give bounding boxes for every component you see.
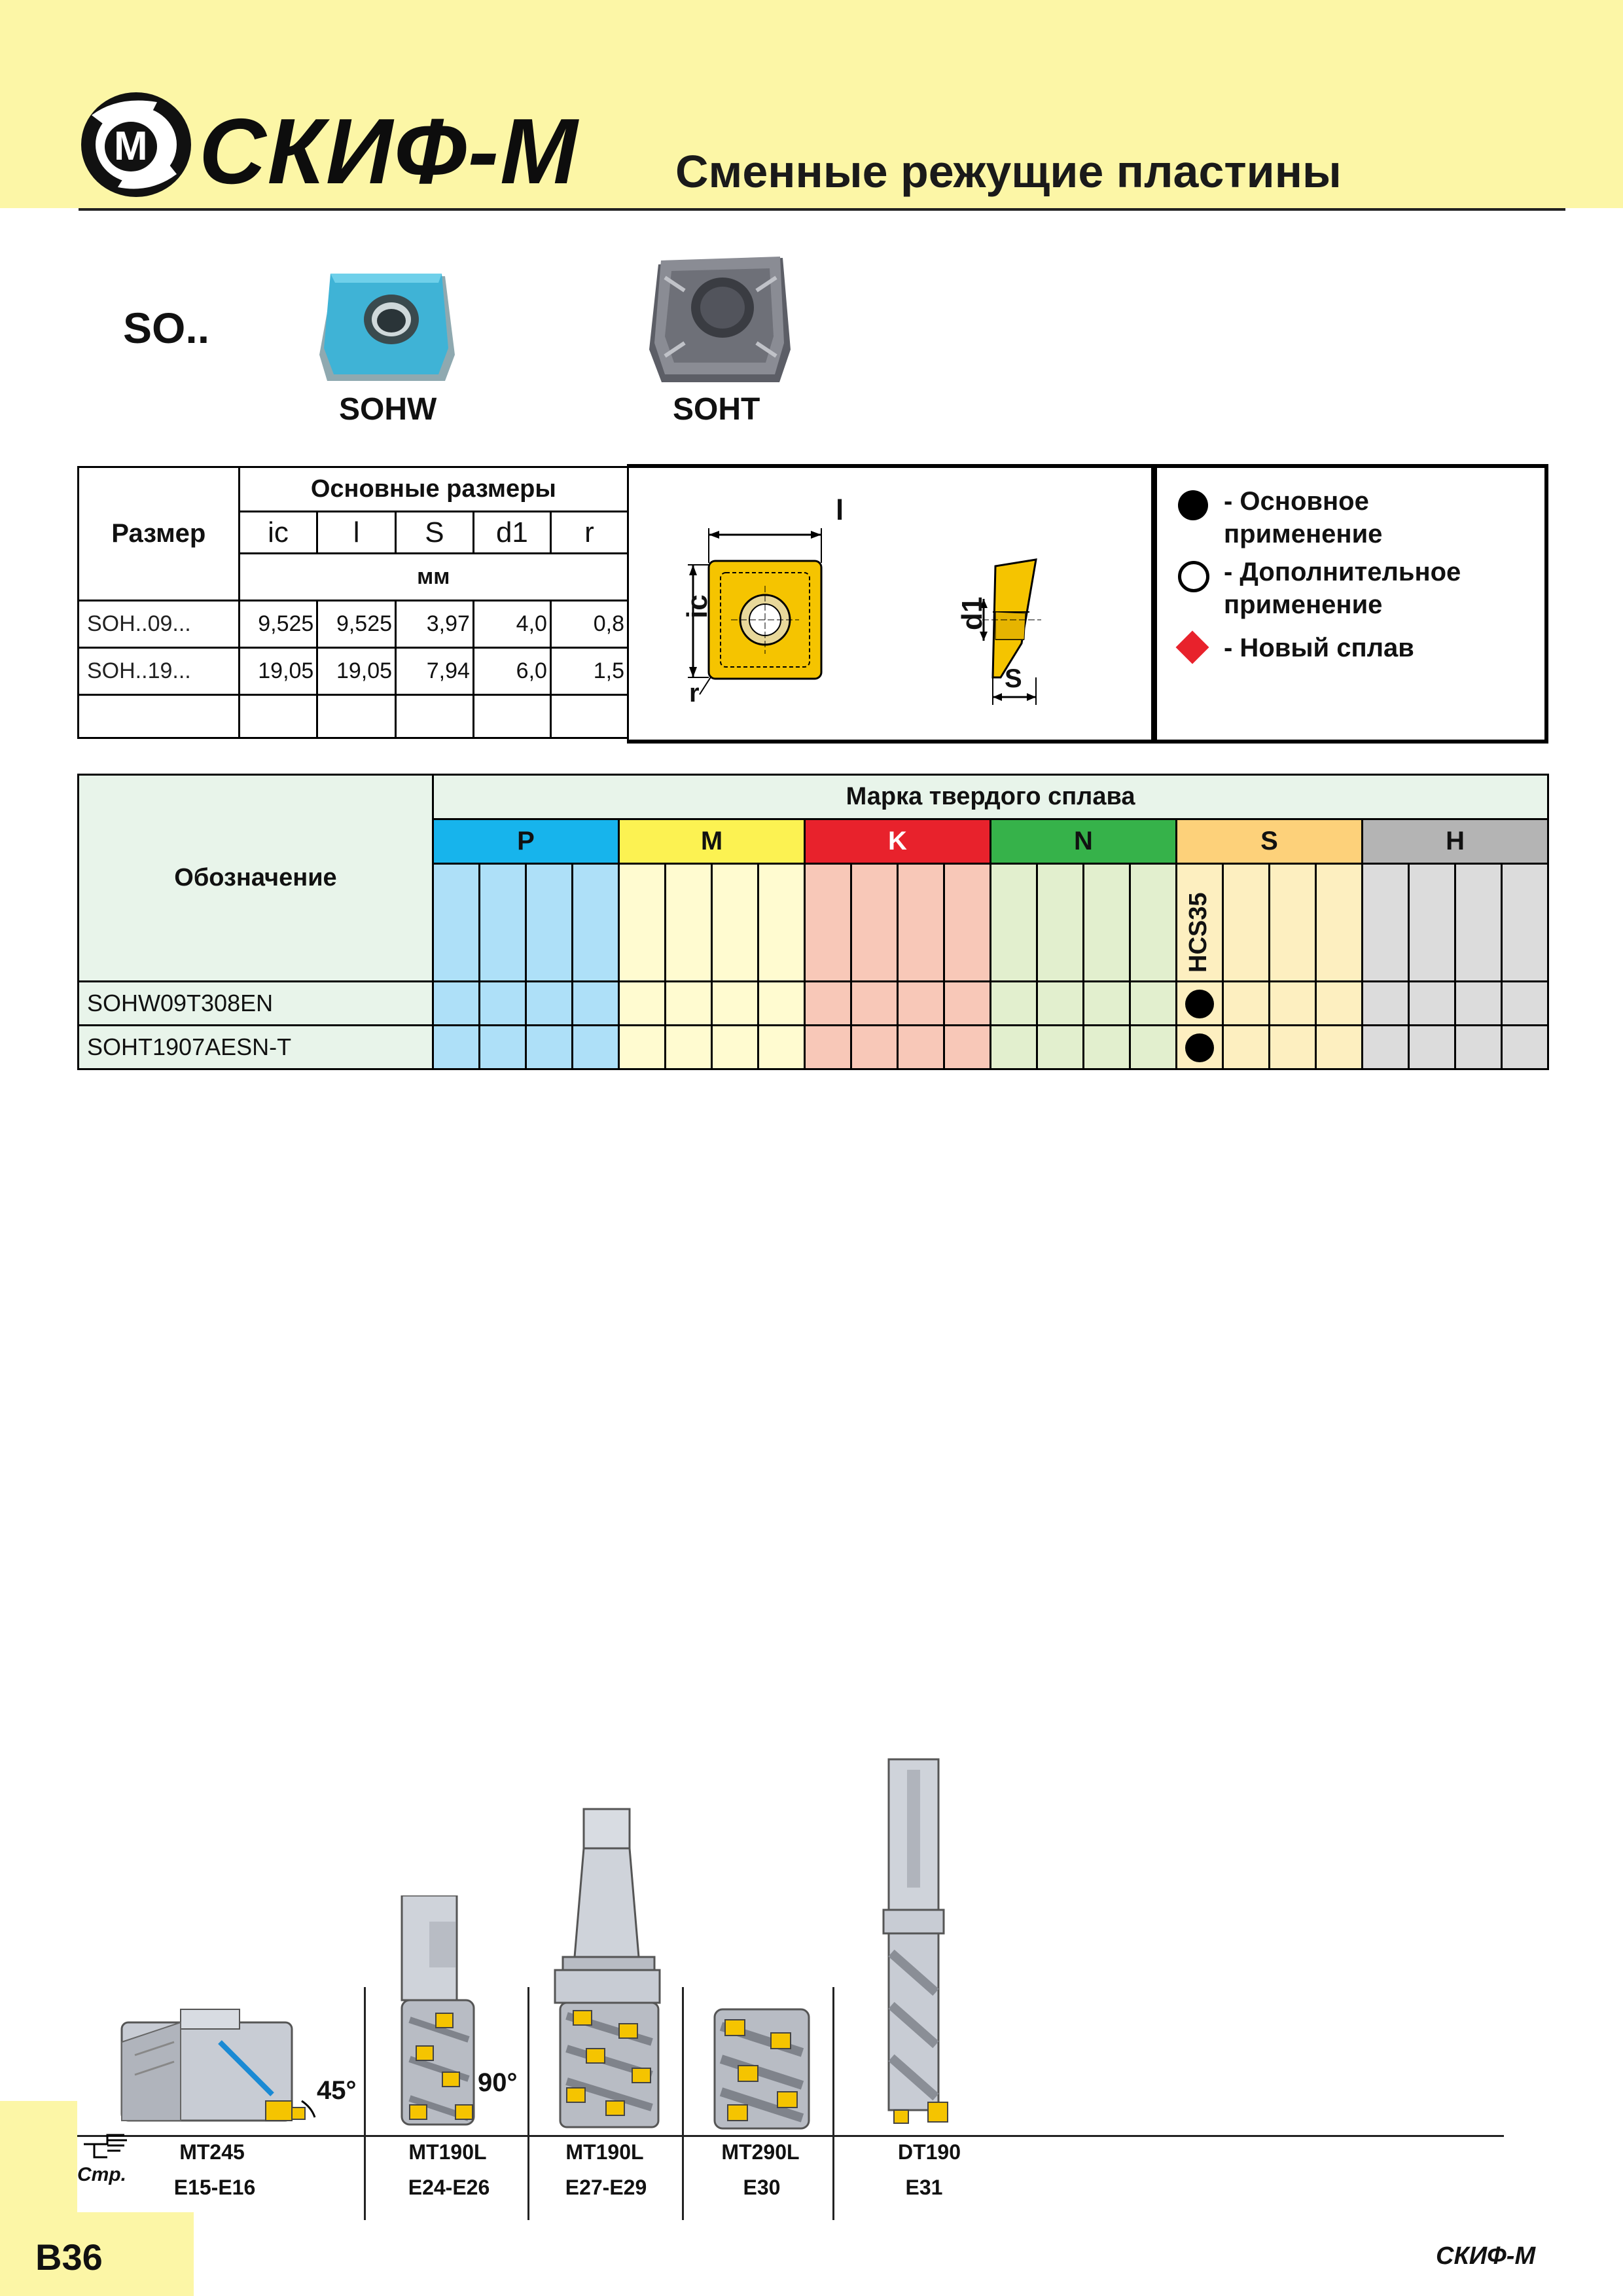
tool-pages-link[interactable]: E15-E16 <box>173 2176 256 2199</box>
tool-mt190l-long-image <box>541 1806 685 2131</box>
page-number: B36 <box>35 2236 103 2278</box>
sohw-insert-image <box>314 270 458 387</box>
page-title: Сменные режущие пластины <box>675 146 1342 197</box>
tool-name: MT190L <box>408 2140 487 2164</box>
grade-hcs35-header <box>1177 864 1223 982</box>
tool-name: DT190 <box>897 2140 961 2164</box>
legend-new-grade-text: - Новый сплав <box>1224 634 1414 662</box>
logo-emblem <box>79 89 194 200</box>
grade-table <box>77 774 1549 1070</box>
tool-separator <box>682 1987 684 2220</box>
legend-primary-icon <box>1178 490 1208 520</box>
tools-baseline <box>77 2135 1504 2137</box>
cell-l: 9,525 <box>317 601 396 648</box>
tool-mt190l-short-image <box>390 1895 488 2130</box>
tool-mt245-angle: 45° <box>317 2076 357 2105</box>
drawing-label-l: l <box>836 494 844 526</box>
col-s: S <box>396 512 474 554</box>
grade-name: HCS35 <box>1185 892 1212 973</box>
page-ref-label: Стр. <box>77 2164 126 2185</box>
legend-box <box>1153 464 1548 744</box>
table-row <box>79 648 628 695</box>
table-row <box>79 1026 1548 1069</box>
footer-brand: СКИФ-М <box>1436 2242 1536 2270</box>
main-dimensions-header: Основные размеры <box>239 467 628 512</box>
unit-label: мм <box>239 554 628 601</box>
legend-new-grade-icon <box>1176 631 1209 664</box>
table-row <box>79 982 1548 1026</box>
tool-pages-link[interactable]: E30 <box>743 2176 781 2199</box>
insert-drawing-box <box>627 464 1155 744</box>
row-name: SOH..19... <box>79 648 240 695</box>
cell-s: 7,94 <box>396 648 474 695</box>
tool-pages-link[interactable]: E27-E29 <box>565 2176 647 2199</box>
row-designation: SOHT1907AESN-T <box>79 1026 433 1069</box>
size-header: Размер <box>79 467 240 601</box>
primary-application-mark <box>1177 1026 1223 1069</box>
tool-pages-link[interactable]: E31 <box>905 2176 943 2199</box>
group-m: M <box>619 819 805 864</box>
logo-letter: M <box>114 124 148 169</box>
tool-mt190l-angle: 90° <box>478 2068 518 2097</box>
designation-header: Обозначение <box>79 775 433 982</box>
cell-s: 3,97 <box>396 601 474 648</box>
soht-insert-image <box>645 251 796 389</box>
group-k: K <box>805 819 991 864</box>
cell-d1: 6,0 <box>473 648 550 695</box>
group-n: N <box>991 819 1177 864</box>
tool-dt190-image <box>878 1757 970 2131</box>
cell-l: 19,05 <box>317 648 396 695</box>
series-label: SO.. <box>123 304 210 352</box>
group-s: S <box>1177 819 1363 864</box>
drawing-label-s: S <box>1005 664 1022 693</box>
legend-secondary-icon <box>1178 561 1209 592</box>
dimensions-table <box>77 466 629 739</box>
brand-logo-text: СКИФ-М <box>199 99 579 204</box>
group-p: P <box>433 819 619 864</box>
cell-d1: 4,0 <box>473 601 550 648</box>
tool-name: MT190L <box>565 2140 644 2164</box>
drawing-label-d1: d1 <box>956 596 988 630</box>
cell-ic: 9,525 <box>239 601 317 648</box>
tool-pages-link[interactable]: E24-E26 <box>408 2176 490 2199</box>
row-designation: SOHW09T308EN <box>79 982 433 1026</box>
header-divider <box>79 208 1565 211</box>
soht-label: SOHT <box>673 392 760 427</box>
table-row <box>79 601 628 648</box>
tool-mt290l-image <box>712 2007 812 2131</box>
drawing-label-ic: ic <box>681 594 713 619</box>
row-name: SOH..09... <box>79 601 240 648</box>
primary-application-mark <box>1177 982 1223 1026</box>
tool-mt245-image <box>115 2003 331 2131</box>
grade-header: Марка твердого сплава <box>433 775 1548 819</box>
tool-separator <box>364 1987 366 2220</box>
group-h: H <box>1363 819 1548 864</box>
tool-name: MT245 <box>179 2140 245 2164</box>
col-r: r <box>550 512 628 554</box>
tool-separator <box>527 1987 529 2220</box>
table-row-empty <box>79 695 628 738</box>
cell-r: 0,8 <box>550 601 628 648</box>
drawing-label-r: r <box>689 679 700 708</box>
cell-ic: 19,05 <box>239 648 317 695</box>
col-l: l <box>317 512 396 554</box>
tool-name: MT290L <box>721 2140 800 2164</box>
col-d1: d1 <box>473 512 550 554</box>
col-ic: ic <box>239 512 317 554</box>
page-ref-hand-icon <box>81 2128 130 2160</box>
sohw-label: SOHW <box>339 392 437 427</box>
legend-primary-text: - Основное применение <box>1224 487 1383 548</box>
cell-r: 1,5 <box>550 648 628 695</box>
legend-secondary-text: - Дополнительное применение <box>1224 558 1461 619</box>
